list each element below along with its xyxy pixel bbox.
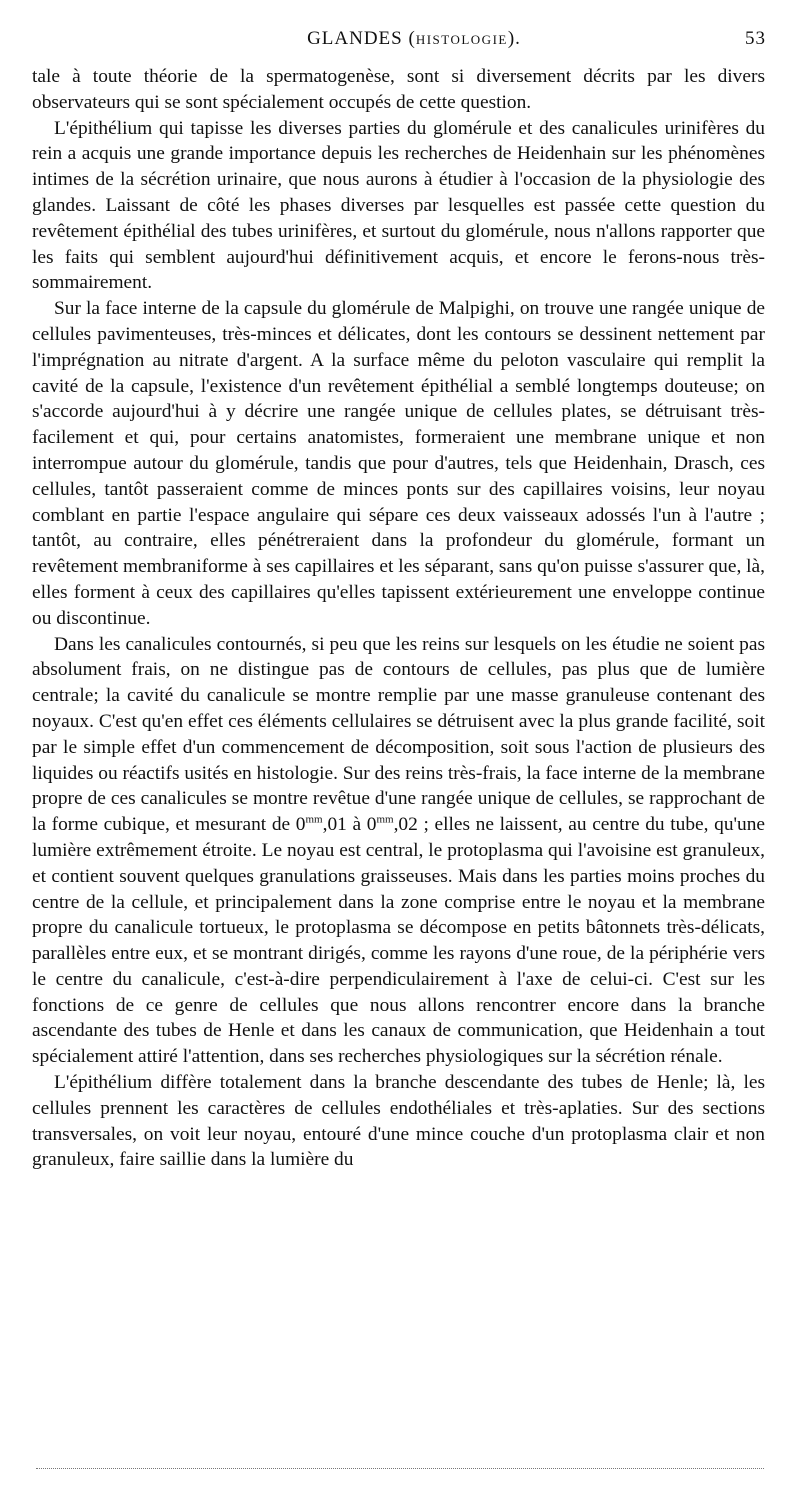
paragraph-4-part-a: Dans les canalicules contournés, si peu que les reins sur lesquels on les étudie ne soient pas absolument frais, on ne distingue pas de contours de cellules, pas plus que de lumière centrale; la cavité du canalicule se montre remplie par une masse granuleuse contenant des noyaux. C'est qu'en effet ces éléments cellulaires se détruisent avec la plus grande facilité, soit par le simple effet d'un commencement de décomposition, soit sous l'action de plusieurs des liquides ou réactifs usités en histologie. Sur des reins très-frais, la face interne de la membrane propre de ces canalicules se montre revêtue d'une rangée unique de cellules, se rapprochant de la forme cubique, et mesurant de 0 xyxy=(32,633,765,836)
paragraph-4-part-c: ,02 ; elles ne laissent, au centre du tube, qu'une lumière extrêmement étroite. Le noyau est central, le protoplasma qui l'avoisine est granuleux, et contient souvent quelques granulations graisseuses. Mais dans les parties moins proches du centre de la cellule, et principalement dans la zone comprise entre le noyau et la membrane propre du canalicule tortueux, le protoplasma se décompose en petits bâtonnets très-délicats, parallèles entre eux, et se montrant dirigés, comme les rayons d'une roue, de la périphérie vers le centre du canalicule, c'est-à-dire perpendiculairement à l'axe de celui-ci. C'est sur les fonctions de ce genre de cellules que nous allons rencontrer encore dans la branche ascendante des tubes de Henle et dans les canaux de communication, que Heidenhain a tout spécialement attiré l'attention, dans ses recherches physiologiques sur la sécrétion rénale. xyxy=(32,814,765,1068)
running-title-close: ). xyxy=(507,28,521,49)
running-title-subtitle: HISTOLOGIE xyxy=(415,32,508,47)
paragraph-3: Sur la face interne de la capsule du glomérule de Malpighi, on trouve une rangée unique de cellules pavimenteuses, très-minces et délicates, dont les contours se dessinent nettement par l'imprégnation au nitrate d'argent. A la surface même du peloton vasculaire qui remplit la cavité de la capsule, l'existence d'un revêtement épithélial a semblé longtemps douteuse; on s'accorde aujourd'hui à y décrire une rangée unique de cellules plates, se détruisant très-facilement et qui, pour certains anatomistes, formeraient une membrane unique et non interrompue autour du glomérule, tandis que pour d'autres, tels que Heidenhain, Drasch, ces cellules, tantôt passeraient comme de minces ponts sur des capillaires voisins, leur noyau comblant en partie l'espace angulaire qui sépare ces deux vaisseaux adossés l'un à l'autre ; tantôt, au contraire, elles pénétreraient dans la profondeur du glomérule, formant un revêtement membraniforme à ses capillaires et les séparant, sans qu'on puisse s'assurer que, là, elles forment à ceux des capillaires qu'elles tapissent extérieurement une enveloppe continue ou discontinue. xyxy=(32,298,765,629)
paragraph-5: L'épithélium diffère totalement dans la branche descendante des tubes de Henle; là, les cellules prennent les caractères de cellules endothéliales et très-aplaties. Sur des sections transversales, on voit leur noyau, entouré d'une mince couche d'un protoplasma clair et non granuleux, faire saillie dans la lumière du xyxy=(32,1072,765,1171)
paragraph-4-part-b: ,01 à 0 xyxy=(322,814,377,836)
unit-superscript: mm xyxy=(376,813,394,826)
page-number: 53 xyxy=(745,28,766,49)
running-title xyxy=(32,28,766,50)
paragraph-2: L'épithélium qui tapisse les diverses parties du glomérule et des canalicules urinifères du rein a acquis une grande importance depuis les recherches de Heidenhain sur les phénomènes intimes de la sécrétion urinaire, que nous aurons à étudier à l'occasion de la physiologie des glandes. Laissant de côté les phases diverses par lesquelles est passée cette question du revêtement épithélial des tubes urinifères, et surtout du glomérule, nous n'allons rapporter que les faits qui semblent aujourd'hui définitivement acquis, et encore le ferons-nous très-sommairement. xyxy=(32,117,765,294)
running-title-main: GLANDES xyxy=(307,28,403,49)
paragraph-1: tale à toute théorie de la spermatogenèse, sont si diversement décrits par les divers observateurs qui se sont spécialement occupés de cette question. xyxy=(32,66,765,113)
running-title-open: ( xyxy=(402,28,416,49)
running-header xyxy=(32,28,766,58)
page-body xyxy=(32,64,765,1173)
footer-rule xyxy=(36,1468,764,1469)
unit-superscript: mm xyxy=(305,813,323,826)
paragraph-4 xyxy=(32,632,765,1071)
